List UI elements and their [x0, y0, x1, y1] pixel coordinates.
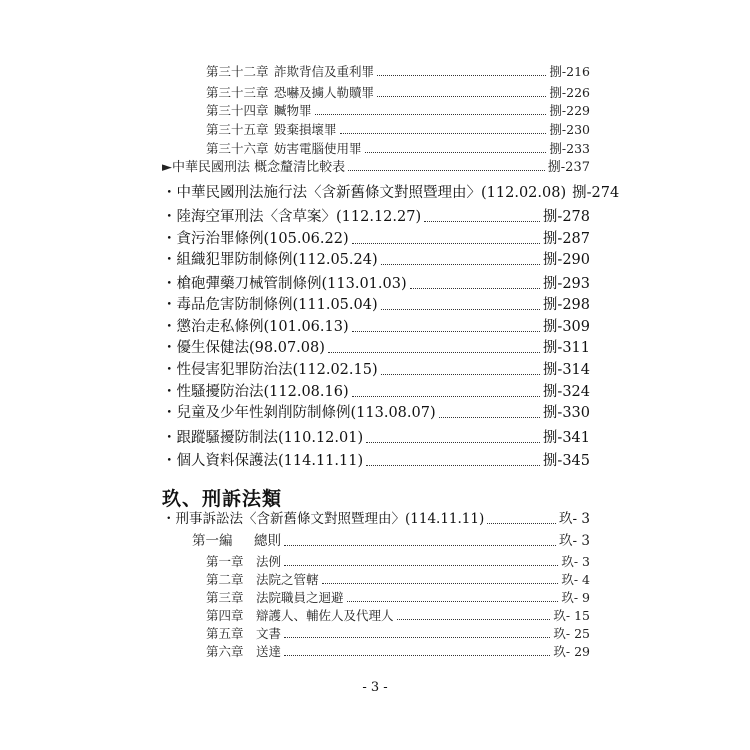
triangle-marker-icon: ►: [162, 160, 172, 175]
toc-entry: [206, 87, 590, 100]
toc-entry-law: [162, 363, 590, 378]
dot-leader: [347, 600, 559, 602]
toc-entry-law: [162, 513, 590, 527]
toc-entry-law: [162, 210, 590, 225]
entry-page: 捌-229: [549, 103, 590, 118]
entry-page: 玖- 25: [553, 626, 590, 641]
entry-page: 玖- 15: [553, 608, 590, 623]
dot-leader: [424, 220, 540, 222]
entry-title: ・懲治走私條例(101.06.13): [162, 319, 349, 335]
entry-page: 捌-278: [542, 209, 590, 225]
toc-entry-law: [162, 232, 590, 247]
dot-leader: [397, 618, 551, 620]
entry-page: 捌-226: [549, 85, 590, 100]
entry-page: 捌-216: [549, 64, 590, 79]
chapter-number: 第一章: [206, 554, 244, 569]
toc-entry: [206, 556, 590, 569]
entry-title: ・兒童及少年性剝削防制條例(113.08.07): [162, 405, 436, 421]
toc-entry: [206, 574, 590, 587]
dot-leader: [366, 441, 540, 443]
toc-entry-law: [162, 320, 590, 335]
toc-entry-law: [162, 185, 620, 201]
entry-title: ・性侵害犯罪防治法(112.02.15): [162, 362, 378, 378]
entry-title: 法院職員之迴避: [256, 590, 344, 605]
entry-title: ・跟蹤騷擾防制法(110.12.01): [162, 430, 364, 446]
section-heading: 玖、刑訴法類: [162, 488, 283, 510]
dot-leader: [439, 416, 540, 418]
dot-leader: [284, 564, 558, 566]
entry-page: 捌-287: [542, 231, 590, 247]
chapter-number: 第三十六章: [206, 141, 269, 156]
entry-title: 毀棄損壞罪: [274, 122, 337, 137]
dot-leader: [377, 74, 546, 76]
entry-title: ・槍砲彈藥刀械管制條例(113.01.03): [162, 276, 407, 292]
entry-page: 捌-309: [542, 319, 590, 335]
entry-title: 法例: [256, 554, 282, 569]
dot-leader: [348, 169, 545, 171]
entry-page: 玖- 29: [553, 644, 590, 659]
chapter-number: 第三十五章: [206, 122, 269, 137]
entry-title: ・刑事訴訟法〈含新舊條文對照暨理由〉(114.11.11): [162, 511, 485, 527]
dot-leader: [366, 464, 540, 466]
toc-entry-law: [162, 431, 590, 446]
entry-title: 總則: [254, 533, 281, 549]
toc-entry: [206, 610, 590, 623]
chapter-number: 第三十四章: [206, 103, 269, 118]
chapter-number: 第四章: [206, 608, 244, 623]
dot-leader: [322, 582, 559, 584]
entry-page: 捌-311: [542, 340, 590, 356]
entry-page: 捌-330: [542, 405, 590, 421]
entry-title: 文書: [256, 626, 282, 641]
toc-entry-law: [162, 298, 590, 313]
toc-entry: [206, 143, 590, 156]
dot-leader: [410, 287, 540, 289]
dot-leader: [315, 113, 547, 115]
toc-entry-law: [162, 406, 590, 421]
toc-entry: [206, 628, 590, 641]
dot-leader: [381, 373, 540, 375]
entry-title: 中華民國刑法 概念釐清比較表: [172, 160, 346, 175]
dot-leader: [328, 351, 540, 353]
entry-title: 妨害電腦使用罪: [274, 141, 362, 156]
chapter-number: 第三十二章: [206, 64, 269, 79]
toc-entry: [206, 66, 590, 79]
page-number: - 3 -: [362, 680, 388, 695]
entry-title: ・優生保健法(98.07.08): [162, 340, 325, 356]
chapter-number: 第五章: [206, 626, 244, 641]
toc-entry-law: [162, 341, 590, 356]
entry-title: ・個人資料保護法(114.11.11): [162, 453, 364, 469]
dot-leader: [352, 242, 540, 244]
entry-page: 捌-274: [572, 185, 620, 201]
dot-leader: [284, 544, 556, 546]
entry-page: 捌-314: [542, 362, 590, 378]
entry-page: 玖- 4: [561, 572, 590, 587]
entry-page: 捌-324: [542, 384, 590, 400]
entry-page: 捌-237: [547, 160, 590, 175]
dot-leader: [340, 132, 547, 134]
toc-entry-law: [162, 253, 590, 268]
toc-entry-law: [162, 385, 590, 400]
dot-leader: [284, 636, 550, 638]
entry-title: 詐欺背信及重利罪: [274, 64, 375, 79]
dot-leader: [377, 95, 546, 97]
entry-title: 恐嚇及擄人勒贖罪: [274, 85, 375, 100]
entry-page: 玖- 3: [559, 533, 590, 549]
entry-title: ・毒品危害防制條例(111.05.04): [162, 297, 378, 313]
entry-page: 捌-233: [549, 141, 590, 156]
dot-leader: [352, 330, 540, 332]
toc-entry-comparison: [162, 161, 590, 174]
toc-entry: [206, 124, 590, 137]
entry-page: 捌-230: [549, 122, 590, 137]
toc-entry-part: [192, 535, 590, 549]
dot-leader: [352, 395, 540, 397]
chapter-number: 第二章: [206, 572, 244, 587]
toc-entry-law: [162, 277, 590, 292]
entry-page: 捌-345: [542, 453, 590, 469]
entry-title: ・組織犯罪防制條例(112.05.24): [162, 252, 378, 268]
dot-leader: [365, 151, 547, 153]
dot-leader: [381, 263, 540, 265]
entry-page: 玖- 3: [559, 511, 590, 527]
entry-page: 捌-290: [542, 252, 590, 268]
entry-page: 捌-298: [542, 297, 590, 313]
entry-page: 玖- 3: [561, 554, 590, 569]
entry-title: 贓物罪: [274, 103, 312, 118]
toc-entry: [206, 592, 590, 605]
entry-page: 捌-293: [542, 276, 590, 292]
dot-leader: [381, 308, 540, 310]
chapter-number: 第三章: [206, 590, 244, 605]
toc-entry: [206, 646, 590, 659]
entry-title: 辯護人、輔佐人及代理人: [256, 608, 394, 623]
entry-title: ・貪污治罪條例(105.06.22): [162, 231, 349, 247]
entry-page: 捌-341: [542, 430, 590, 446]
dot-leader: [284, 654, 550, 656]
entry-title: ・中華民國刑法施行法〈含新舊條文對照暨理由〉(112.02.08): [162, 185, 567, 201]
entry-title: 法院之管轄: [256, 572, 319, 587]
entry-title: ・陸海空軍刑法〈含草案〉(112.12.27): [162, 209, 422, 225]
entry-title: 送達: [256, 644, 282, 659]
chapter-number: 第六章: [206, 644, 244, 659]
entry-title: ・性騷擾防治法(112.08.16): [162, 384, 349, 400]
chapter-number: 第三十三章: [206, 85, 269, 100]
toc-entry-law: [162, 454, 590, 469]
dot-leader: [487, 522, 556, 524]
entry-page: 玖- 9: [561, 590, 590, 605]
toc-entry: [206, 105, 590, 118]
part-number: 第一編: [192, 533, 233, 549]
